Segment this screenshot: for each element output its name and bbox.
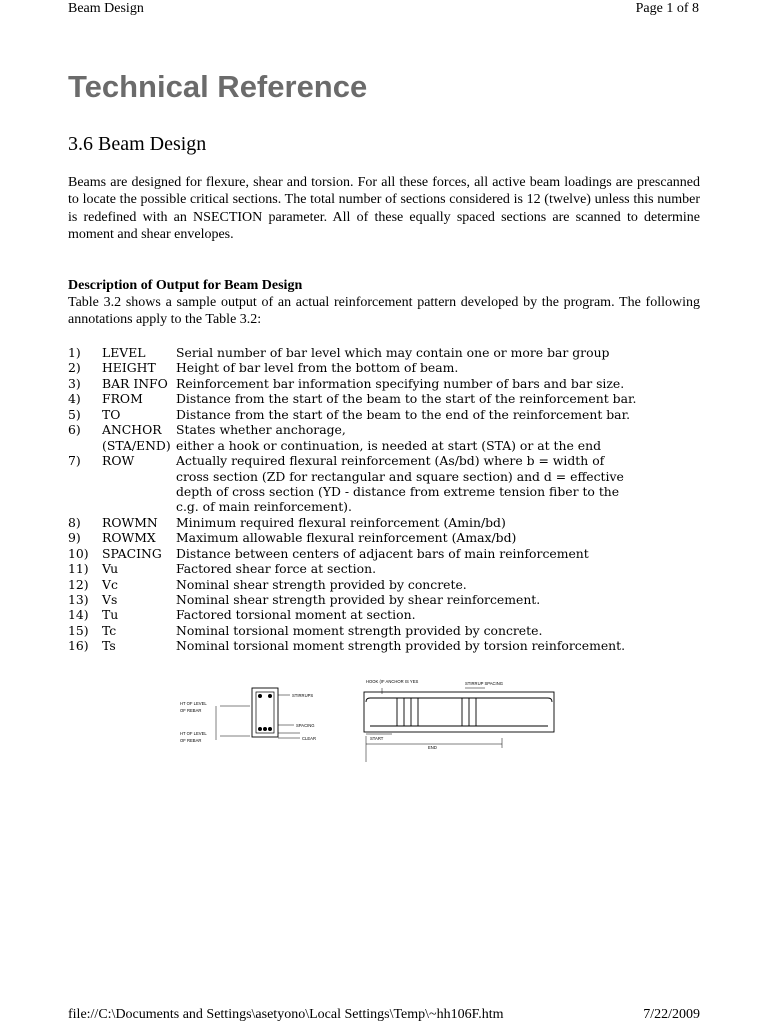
- list-item: [68, 499, 718, 514]
- beam-cross-section-figure: [168, 676, 340, 762]
- item-key: HEIGHT: [102, 360, 156, 376]
- list-item: [68, 577, 718, 592]
- item-key: SPACING: [102, 545, 162, 561]
- list-item: [68, 345, 718, 360]
- item-description: States whether anchorage,: [176, 422, 346, 438]
- item-key: LEVEL: [102, 345, 146, 360]
- item-number: 7): [68, 453, 81, 469]
- item-description: Height of bar level from the bottom of beam.: [176, 360, 459, 376]
- item-key: Tc: [102, 622, 117, 638]
- header-title: Beam Design: [68, 1, 144, 16]
- stirrup-outline: [256, 692, 274, 733]
- item-key: TO: [102, 406, 121, 422]
- item-number: 1): [68, 345, 81, 360]
- item-description: Nominal shear strength provided by concrete.: [176, 576, 467, 592]
- label-rebar-bottom: OF REBAR: [180, 738, 202, 743]
- list-item: [68, 546, 718, 561]
- output-paragraph: Table 3.2 shows a sample output of an actual reinforcement pattern developed by the program. The following annotations apply to the Table 3.2:: [68, 295, 700, 328]
- item-number: 4): [68, 391, 81, 407]
- item-key: Ts: [102, 638, 116, 654]
- item-number: 16): [68, 638, 89, 654]
- item-description: cross section (ZD for rectangular and square section) and d = effective: [176, 468, 624, 484]
- item-description: Actually required flexural reinforcement (As/bd) where b = width of: [176, 453, 605, 469]
- page-number: Page 1 of 8: [635, 1, 699, 16]
- item-number: 14): [68, 607, 89, 623]
- item-description: c.g. of main reinforcement).: [176, 499, 352, 515]
- label-rebar-top: OF REBAR: [180, 708, 202, 713]
- output-heading: Description of Output for Beam Design: [68, 278, 303, 293]
- label-stirrups: STIRRUPS: [292, 693, 314, 698]
- footer-file-path: file://C:\Documents and Settings\asetyono\Local Settings\Temp\~hh106F.htm: [68, 1007, 504, 1022]
- item-description: Minimum required flexural reinforcement (Amin/bd): [176, 514, 506, 530]
- label-spacing: SPACING: [296, 723, 315, 728]
- item-key: BAR INFO: [102, 375, 168, 391]
- label-end: END: [428, 745, 437, 750]
- list-item: [68, 376, 718, 391]
- beam-elevation-figure: [362, 676, 562, 766]
- item-key: ANCHOR: [102, 422, 162, 438]
- item-description: Maximum allowable flexural reinforcement (Amax/bd): [176, 530, 517, 546]
- item-number: 2): [68, 360, 81, 376]
- item-number: 10): [68, 545, 89, 561]
- list-item: [68, 453, 718, 468]
- item-number: 3): [68, 375, 81, 391]
- item-description: Serial number of bar level which may contain one or more bar group: [176, 345, 610, 360]
- item-key: FROM: [102, 391, 143, 407]
- footer-date: 7/22/2009: [643, 1007, 700, 1022]
- intro-paragraph: Beams are designed for flexure, shear and torsion. For all these forces, all active beam loadings are prescanned to locate the possible critical sections. The total number of sections considered is 12 (twelve) unless this number is redefined with an NSECTION parameter. All of these equally spaced sections are scanned to determine moment and shear envelopes.: [68, 175, 700, 242]
- item-description: Distance between centers of adjacent bars of main reinforcement: [176, 545, 589, 561]
- item-description: Nominal shear strength provided by shear reinforcement.: [176, 592, 541, 607]
- item-key: ROWMN: [102, 514, 158, 530]
- list-item: [68, 607, 718, 622]
- rebar-dots: [258, 694, 272, 731]
- item-description: Nominal torsional moment strength provided by concrete.: [176, 622, 543, 638]
- page-title: Technical Reference: [68, 69, 368, 104]
- list-item: [68, 407, 718, 422]
- item-description: depth of cross section (YD - distance from extreme tension fiber to the: [176, 483, 620, 499]
- list-item: [68, 638, 718, 653]
- item-key: ROWMX: [102, 530, 156, 546]
- label-start: START: [370, 736, 384, 741]
- list-item: [68, 484, 718, 499]
- item-number: 5): [68, 406, 81, 422]
- list-item: [68, 422, 718, 437]
- item-description: Nominal torsional moment strength provided by torsion reinforcement.: [176, 638, 626, 654]
- item-number: 9): [68, 530, 81, 546]
- item-key: Tu: [102, 607, 119, 623]
- list-item: [68, 561, 718, 576]
- label-stirrup-spacing: STIRRUP SPACING: [465, 681, 504, 686]
- item-key: Vu: [102, 561, 119, 577]
- list-item: [68, 592, 718, 607]
- item-description: Distance from the start of the beam to the start of the reinforcement bar.: [176, 391, 637, 407]
- item-description: either a hook or continuation, is needed at start (STA) or at the end: [176, 437, 602, 453]
- item-description: Reinforcement bar information specifying number of bars and bar size.: [176, 375, 625, 391]
- list-item: [68, 469, 718, 484]
- item-description: Factored shear force at section.: [176, 561, 377, 577]
- item-description: Distance from the start of the beam to the end of the reinforcement bar.: [176, 406, 631, 422]
- label-ht-level-top: HT OF LEVEL: [180, 701, 207, 706]
- item-key: ROW: [102, 453, 135, 469]
- item-number: 6): [68, 422, 81, 438]
- item-key: Vc: [102, 576, 118, 592]
- annotation-list: [68, 345, 718, 654]
- label-ht-level-bottom: HT OF LEVEL: [180, 731, 207, 736]
- section-title: 3.6 Beam Design: [68, 133, 207, 155]
- list-item: [68, 530, 718, 545]
- item-description: Factored torsional moment at section.: [176, 607, 416, 623]
- label-hook-anchor: HOOK (IF ANCHOR IS YES: [366, 679, 419, 684]
- list-item: [68, 515, 718, 530]
- list-item: [68, 623, 718, 638]
- item-key: Vs: [102, 592, 118, 607]
- list-item: [68, 391, 718, 406]
- list-item: [68, 438, 718, 453]
- label-clear: CLEAR: [302, 736, 316, 741]
- item-number: 12): [68, 576, 89, 592]
- item-key: (STA/END): [102, 437, 171, 453]
- list-item: [68, 360, 718, 375]
- item-number: 15): [68, 622, 89, 638]
- item-number: 8): [68, 514, 81, 530]
- item-number: 11): [68, 561, 89, 577]
- item-number: 13): [68, 592, 89, 607]
